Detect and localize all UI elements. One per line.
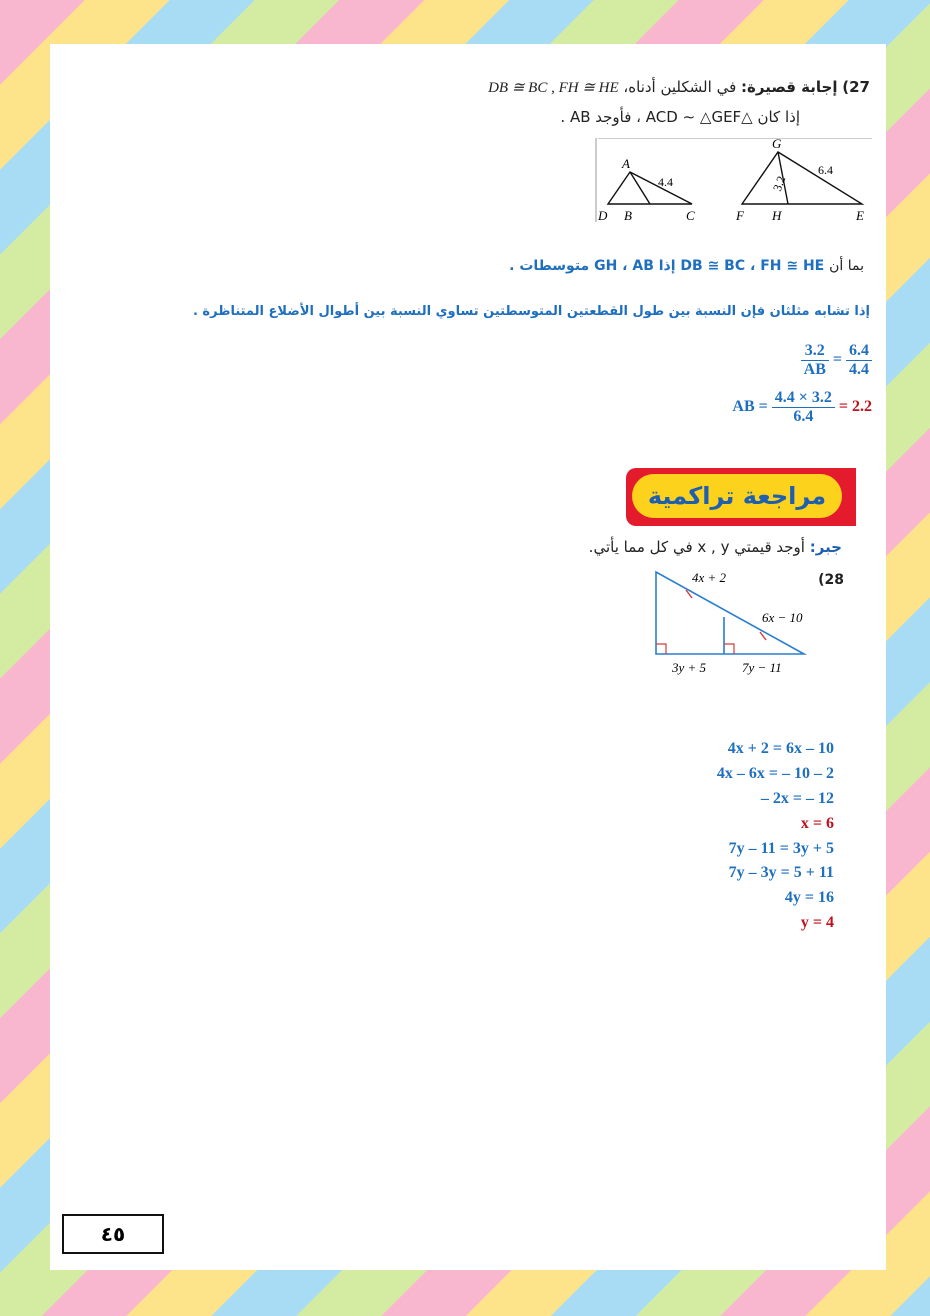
ab-lhs: AB = [732,398,768,416]
solution-28-line-3: – 2x = – 12 [760,790,834,807]
question-number: 27) [842,78,870,96]
denominator: AB [803,361,826,378]
label-7y-minus-11: 7y − 11 [742,660,782,675]
question-27-line2: إذا كان △ACD ∼ △GEF ، فأوجد AB . [560,108,800,126]
review-banner [626,468,856,526]
label-C: C [686,208,695,223]
denominator: 6.4 [793,408,814,425]
length-3-2: 3.2 [770,174,789,193]
fraction-product-over-6-4 [772,389,835,426]
page-number: ٤٥ [62,1214,164,1254]
solution-28-y-result: y = 4 [800,914,834,931]
fraction-6-4-over-4-4 [846,342,872,379]
solution-28-line-6: 7y – 3y = 5 + 11 [728,864,834,881]
question-type-label: إجابة قصيرة: [741,78,838,96]
denominator: 4.4 [849,361,869,378]
figure-27-triangles [594,138,872,226]
label-3y-plus-5: 3y + 5 [672,660,707,675]
worksheet-page [50,44,886,1270]
algebra-label: جبر: [809,538,842,556]
algebra-text: أوجد قيمتي x , y في كل مما يأتي. [588,538,805,556]
solution-prefix: بما أن [829,258,864,274]
algebra-instruction [589,538,842,556]
solution-statement: DB ≅ BC ، FH ≅ HE إذا GH ، AB متوسطات . [509,258,825,274]
label-6x-minus-10: 6x − 10 [762,610,803,625]
proportion-equation [801,342,872,379]
label-A: A [622,156,630,171]
length-6-4: 6.4 [818,163,833,177]
label-E: E [856,208,864,223]
numerator: 6.4 [846,342,872,361]
question-28-number: (28 [818,572,844,588]
numerator: 4.4 × 3.2 [772,389,835,408]
numerator: 3.2 [801,342,829,361]
solution-28-x-result: x = 6 [800,815,834,832]
label-D: D [598,208,608,223]
label-B: B [624,208,632,223]
equals-sign: = [832,351,842,369]
ab-equation [732,389,872,426]
label-H: H [772,208,782,223]
length-4-4: 4.4 [658,175,673,189]
question-27-line1 [488,78,870,97]
solution-28-line-5: 7y – 11 = 3y + 5 [728,840,834,857]
label-4x-plus-2: 4x + 2 [692,570,727,585]
question-text: في الشكلين أدناه، [623,78,737,96]
solution-28-line-2: 4x – 6x = – 10 – 2 [716,765,834,782]
solution-28-line-7: 4y = 16 [784,889,834,906]
solution-28-line-1: 4x + 2 = 6x – 10 [727,740,834,757]
banner-title: مراجعة تراكمية [632,474,842,518]
figure-28-triangles [626,568,822,680]
solution-27-line1 [509,258,864,274]
congruence-statement: DB ≅ BC , FH ≅ HE [488,80,619,96]
ab-result: = 2.2 [838,398,872,416]
fraction-3-2-over-ab [801,342,829,379]
solution-27-line2: إذا تشابه مثلثان فإن النسبة بين طول القطعتين المتوسطتين تساوي النسبة بين أطوال الأضلاع المتناظرة . [192,304,870,319]
label-F: F [736,208,744,223]
label-G: G [772,138,782,151]
